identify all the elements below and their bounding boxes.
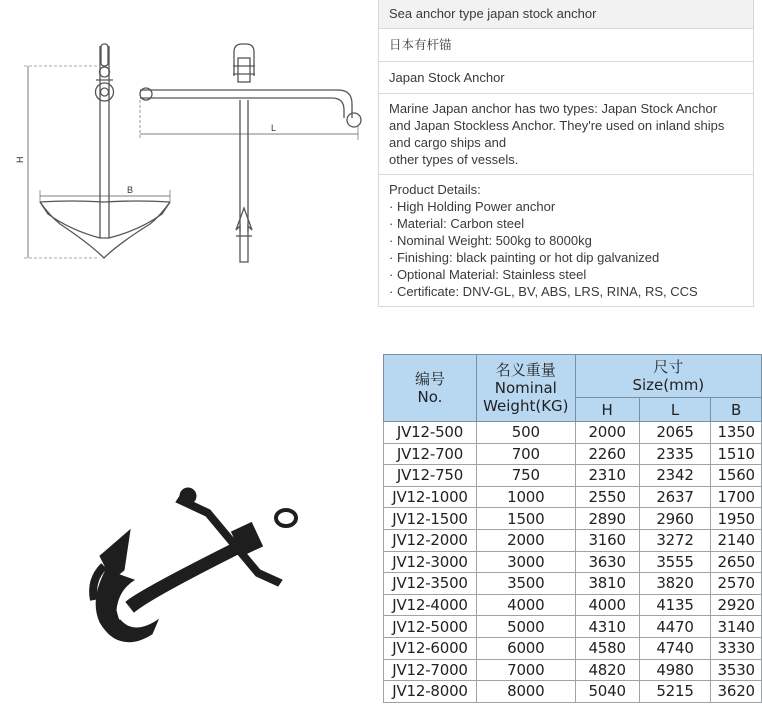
h-cell: 2310 <box>575 465 639 487</box>
weight-cell: 1000 <box>477 486 576 508</box>
header-l: L <box>639 398 711 422</box>
header-weight-cn: 名义重量 <box>495 361 556 379</box>
l-cell: 2342 <box>639 465 711 487</box>
h-cell: 3160 <box>575 529 639 551</box>
detail-item: · Material: Carbon steel <box>389 216 525 231</box>
weight-cell: 2000 <box>477 529 576 551</box>
header-no-en: No. <box>417 388 443 406</box>
b-cell: 1510 <box>711 443 762 465</box>
description-line: and Japan Stockless Anchor. They're used on inland ships <box>389 118 725 133</box>
b-cell: 3530 <box>711 659 762 681</box>
table-row <box>384 486 762 508</box>
h-cell: 4820 <box>575 659 639 681</box>
dimension-b-label: B <box>127 185 134 195</box>
l-cell: 3272 <box>639 529 711 551</box>
weight-cell: 700 <box>477 443 576 465</box>
table-row <box>384 573 762 595</box>
weight-cell: 500 <box>477 422 576 444</box>
table-row <box>384 637 762 659</box>
weight-cell: 5000 <box>477 616 576 638</box>
model-no-cell: JV12-750 <box>384 465 477 487</box>
table-row <box>384 551 762 573</box>
weight-cell: 8000 <box>477 681 576 703</box>
model-no-cell: JV12-7000 <box>384 659 477 681</box>
model-no-cell: JV12-6000 <box>384 637 477 659</box>
h-cell: 2260 <box>575 443 639 465</box>
l-cell: 4135 <box>639 594 711 616</box>
b-cell: 2650 <box>711 551 762 573</box>
product-chinese-name: 日本有杆锚 <box>379 29 753 62</box>
l-cell: 2637 <box>639 486 711 508</box>
header-size-en: Size(mm) <box>632 376 705 394</box>
h-cell: 3630 <box>575 551 639 573</box>
weight-cell: 6000 <box>477 637 576 659</box>
model-no-cell: JV12-500 <box>384 422 477 444</box>
weight-cell: 1500 <box>477 508 576 530</box>
header-size <box>575 355 761 398</box>
l-cell: 4740 <box>639 637 711 659</box>
anchor-photo <box>60 440 360 660</box>
header-weight <box>477 355 576 422</box>
specification-table-body <box>384 422 762 703</box>
h-cell: 4580 <box>575 637 639 659</box>
l-cell: 3820 <box>639 573 711 595</box>
weight-cell: 750 <box>477 465 576 487</box>
description-line: and cargo ships and <box>389 135 507 150</box>
model-no-cell: JV12-2000 <box>384 529 477 551</box>
table-row <box>384 594 762 616</box>
l-cell: 5215 <box>639 681 711 703</box>
model-no-cell: JV12-3500 <box>384 573 477 595</box>
b-cell: 3620 <box>711 681 762 703</box>
dimension-l-label: L <box>271 123 277 133</box>
table-row <box>384 443 762 465</box>
b-cell: 1950 <box>711 508 762 530</box>
table-row <box>384 659 762 681</box>
description-line: Marine Japan anchor has two types: Japan Stock Anchor <box>389 101 718 116</box>
detail-item: · Optional Material: Stainless steel <box>389 267 587 282</box>
table-row <box>384 529 762 551</box>
header-no <box>384 355 477 422</box>
header-h: H <box>575 398 639 422</box>
model-no-cell: JV12-5000 <box>384 616 477 638</box>
h-cell: 3810 <box>575 573 639 595</box>
header-no-cn: 编号 <box>414 370 445 388</box>
table-row <box>384 422 762 444</box>
product-english-name: Japan Stock Anchor <box>379 62 753 94</box>
anchor-technical-drawing <box>0 0 376 300</box>
b-cell: 2570 <box>711 573 762 595</box>
model-no-cell: JV12-1500 <box>384 508 477 530</box>
header-weight-en1: Nominal <box>494 379 557 397</box>
l-cell: 2335 <box>639 443 711 465</box>
l-cell: 4470 <box>639 616 711 638</box>
b-cell: 1560 <box>711 465 762 487</box>
h-cell: 4000 <box>575 594 639 616</box>
product-details <box>379 175 753 307</box>
detail-item: · High Holding Power anchor <box>389 199 556 214</box>
model-no-cell: JV12-8000 <box>384 681 477 703</box>
l-cell: 4980 <box>639 659 711 681</box>
b-cell: 1350 <box>711 422 762 444</box>
detail-item: · Certificate: DNV-GL, BV, ABS, LRS, RINA, RS, CCS <box>389 284 698 299</box>
h-cell: 2890 <box>575 508 639 530</box>
header-b: B <box>711 398 762 422</box>
detail-item: · Nominal Weight: 500kg to 8000kg <box>389 233 592 248</box>
h-cell: 2000 <box>575 422 639 444</box>
table-row <box>384 616 762 638</box>
h-cell: 2550 <box>575 486 639 508</box>
product-title: Sea anchor type japan stock anchor <box>379 0 753 29</box>
b-cell: 3140 <box>711 616 762 638</box>
l-cell: 2065 <box>639 422 711 444</box>
l-cell: 2960 <box>639 508 711 530</box>
h-cell: 4310 <box>575 616 639 638</box>
b-cell: 3330 <box>711 637 762 659</box>
description-line: other types of vessels. <box>389 152 519 167</box>
weight-cell: 7000 <box>477 659 576 681</box>
table-row <box>384 681 762 703</box>
model-no-cell: JV12-4000 <box>384 594 477 616</box>
model-no-cell: JV12-1000 <box>384 486 477 508</box>
h-cell: 5040 <box>575 681 639 703</box>
b-cell: 1700 <box>711 486 762 508</box>
product-description <box>379 94 753 175</box>
header-weight-en2: Weight(KG) <box>483 397 569 415</box>
dimension-h-label: H <box>15 156 25 163</box>
weight-cell: 3500 <box>477 573 576 595</box>
details-heading: Product Details: <box>389 182 481 197</box>
table-row <box>384 465 762 487</box>
weight-cell: 4000 <box>477 594 576 616</box>
table-row <box>384 508 762 530</box>
product-info-panel <box>378 0 754 307</box>
detail-item: · Finishing: black painting or hot dip galvanized <box>389 250 660 265</box>
b-cell: 2140 <box>711 529 762 551</box>
b-cell: 2920 <box>711 594 762 616</box>
model-no-cell: JV12-3000 <box>384 551 477 573</box>
header-size-cn: 尺寸 <box>653 358 684 376</box>
model-no-cell: JV12-700 <box>384 443 477 465</box>
weight-cell: 3000 <box>477 551 576 573</box>
specification-table <box>383 354 762 703</box>
l-cell: 3555 <box>639 551 711 573</box>
